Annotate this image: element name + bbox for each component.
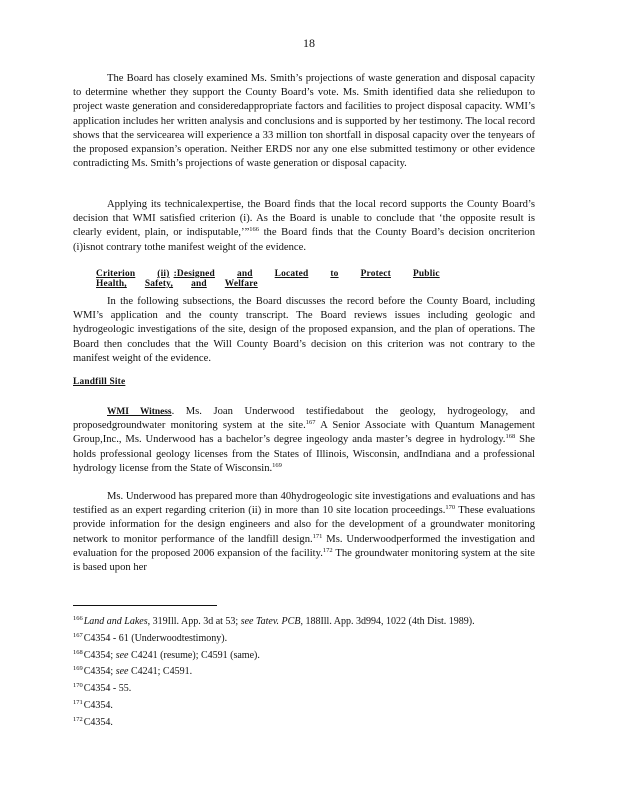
witness-lead: WMI Witness xyxy=(107,407,172,417)
footnote-item xyxy=(73,713,523,730)
paragraph-wmi-witness xyxy=(73,405,535,476)
footnote-text: C4354 - 61 (Underwoodtestimony). xyxy=(83,632,228,644)
heading-word: to xyxy=(330,269,339,279)
paragraph-text-part: A Senior Associate with Quantum Management Group,Inc., Ms. Underwood has a bachelor’s degree ingeology anda master’s degree in hydrology. xyxy=(73,420,535,446)
heading-word: Safety, xyxy=(144,279,174,289)
footnote-text: C4241 (resume); C4591 (same). xyxy=(128,649,260,661)
footnote-item xyxy=(73,696,523,713)
paragraph-text-part: The groundwater monitoring system at the site is based upon her xyxy=(73,547,535,574)
paragraph-underwood-investigations xyxy=(73,490,535,575)
criterion-ii-heading xyxy=(96,269,496,289)
footnote-item xyxy=(73,629,523,646)
footnote-item xyxy=(73,646,523,663)
paragraph-text-part: Ms. Underwoodperformed the investigation and evaluation for the proposed 2006 expansion of the facility. xyxy=(73,533,535,559)
footnotes xyxy=(73,612,523,730)
footnote-ref[interactable]: 169 xyxy=(272,461,282,469)
footnote-text: Land and Lakes xyxy=(83,616,148,627)
paragraph-text xyxy=(73,198,535,255)
footnote-number: 168 xyxy=(73,648,83,656)
heading-word: Protect xyxy=(360,269,391,279)
heading-word: :Designed xyxy=(173,269,215,279)
footnote-number: 167 xyxy=(73,631,83,639)
footnote-text: C4241; C4591. xyxy=(128,666,193,678)
page-number: 18 xyxy=(303,36,315,50)
heading-word: Criterion xyxy=(96,269,136,279)
paragraph-text-part: Applying its technicalexpertise, the Board finds that the local record supports the County Board’s decision that WMI satisfied criterion (i). As the Board is unable to conclude that ‘the opposite result is clearly evident, plain, or indisputable,’” xyxy=(73,199,535,239)
footnote-text: C4354. xyxy=(83,716,113,728)
footnote-item xyxy=(73,679,523,696)
footnote-text: C4354. xyxy=(83,699,113,711)
footnote-number: 166 xyxy=(73,615,83,622)
heading-word: Public xyxy=(412,269,440,279)
footnote-text: see xyxy=(115,666,129,678)
heading-word: Welfare xyxy=(224,279,258,289)
footnote-text: , 188Ill. App. 3d994, 1022 (4th Dist. 1989). xyxy=(300,616,475,627)
paragraph-text: In the following subsections, the Board discusses the record before the County Board, including WMI’s application and the county transcript. The Board reviews issues including geologic and hydrogeologic investigations of the site, design of the proposed expansion, and the plan of operations. The Board then concludes that the Will County Board’s decision on this criterion was not contrary to the manifest weight of the evidence. xyxy=(73,296,535,364)
footnote-text: Tatev. PCB xyxy=(253,616,301,627)
footnote-number: 171 xyxy=(73,698,83,706)
footnote-item xyxy=(73,662,523,679)
paragraph-text: The Board has closely examined Ms. Smith’s projections of waste generation and disposal capacity to determine whether they support the County Board’s vote. Ms. Smith identified data she reliedupon to project waste generation and consideredappropriate factors and facilities to project disposal capacity. WMI’s application includes her written analysis and conclusions and is supported by her testimony. The local record shows that the servicearea will experience a 33 million ton shortfall in disposal capacity over the tenyears of the proposed expansion’s operation. Neither ERDS nor any one else submitted testimony or other evidence contradicting Ms. Smith’s projections of waste generation or disposal capacity. xyxy=(73,73,535,170)
footnote-text: see xyxy=(240,616,254,627)
footnote-ref[interactable]: 171 xyxy=(312,532,323,540)
footnote-text: C4354; xyxy=(83,666,116,678)
paragraph-text-part: These evaluations provide information for the design engineers and also for the development of a groundwater monitoring network to monitor performance of the landfill design. xyxy=(73,505,535,545)
paragraph-text-part: the Board finds that the County Board’s decision oncriterion (i)isnot contrary tothe manifest weight of the evidence. xyxy=(73,227,535,253)
footnote-ref[interactable]: 168 xyxy=(505,433,516,441)
footnote-number: 172 xyxy=(73,715,83,723)
footnote-item xyxy=(73,612,523,629)
footnote-ref[interactable]: 170 xyxy=(445,504,456,512)
landfill-site-heading: Landfill Site xyxy=(73,377,126,387)
footnote-ref[interactable]: 172 xyxy=(322,546,333,554)
paragraph-technical-expertise xyxy=(73,198,535,255)
footnote-text: see xyxy=(115,649,129,661)
paragraph-text xyxy=(73,490,535,575)
footnote-ref[interactable]: 167 xyxy=(305,419,316,427)
paragraph-text-part: Ms. Underwood has prepared more than 40hydrogeologic site investigations and evaluations and has testified as an expert regarding criterion (ii) in more than 10 site location proceedings. xyxy=(73,491,535,517)
footnote-text: , 319Ill. App. 3d at 53; xyxy=(147,616,241,627)
heading-word: Located xyxy=(274,269,309,279)
paragraph-subsections xyxy=(73,295,535,366)
paragraph-board-examined xyxy=(73,72,535,171)
footnote-text: C4354 - 55. xyxy=(83,683,132,695)
heading-word: (ii) xyxy=(157,269,170,279)
paragraph-text-part: She holds professional geology licenses from the States of Illinois, Wisconsin, andIndiana and a professional hydrology license from the State of Wisconsin. xyxy=(73,434,535,474)
footnote-text: C4354; xyxy=(83,649,116,661)
heading-word: Health, xyxy=(96,279,127,289)
footnote-ref[interactable]: 166 xyxy=(249,226,260,234)
footnote-number: 170 xyxy=(73,682,83,690)
footnote-number: 169 xyxy=(73,665,83,673)
footnote-divider xyxy=(73,605,217,606)
heading-word: and xyxy=(191,279,207,289)
paragraph-text xyxy=(73,405,535,476)
heading-word: and xyxy=(236,269,253,279)
paragraph-text-part: . Ms. Joan Underwood testifiedabout the geology, hydrogeology, and proposedgroundwater monitoring system at the site. xyxy=(73,406,535,432)
